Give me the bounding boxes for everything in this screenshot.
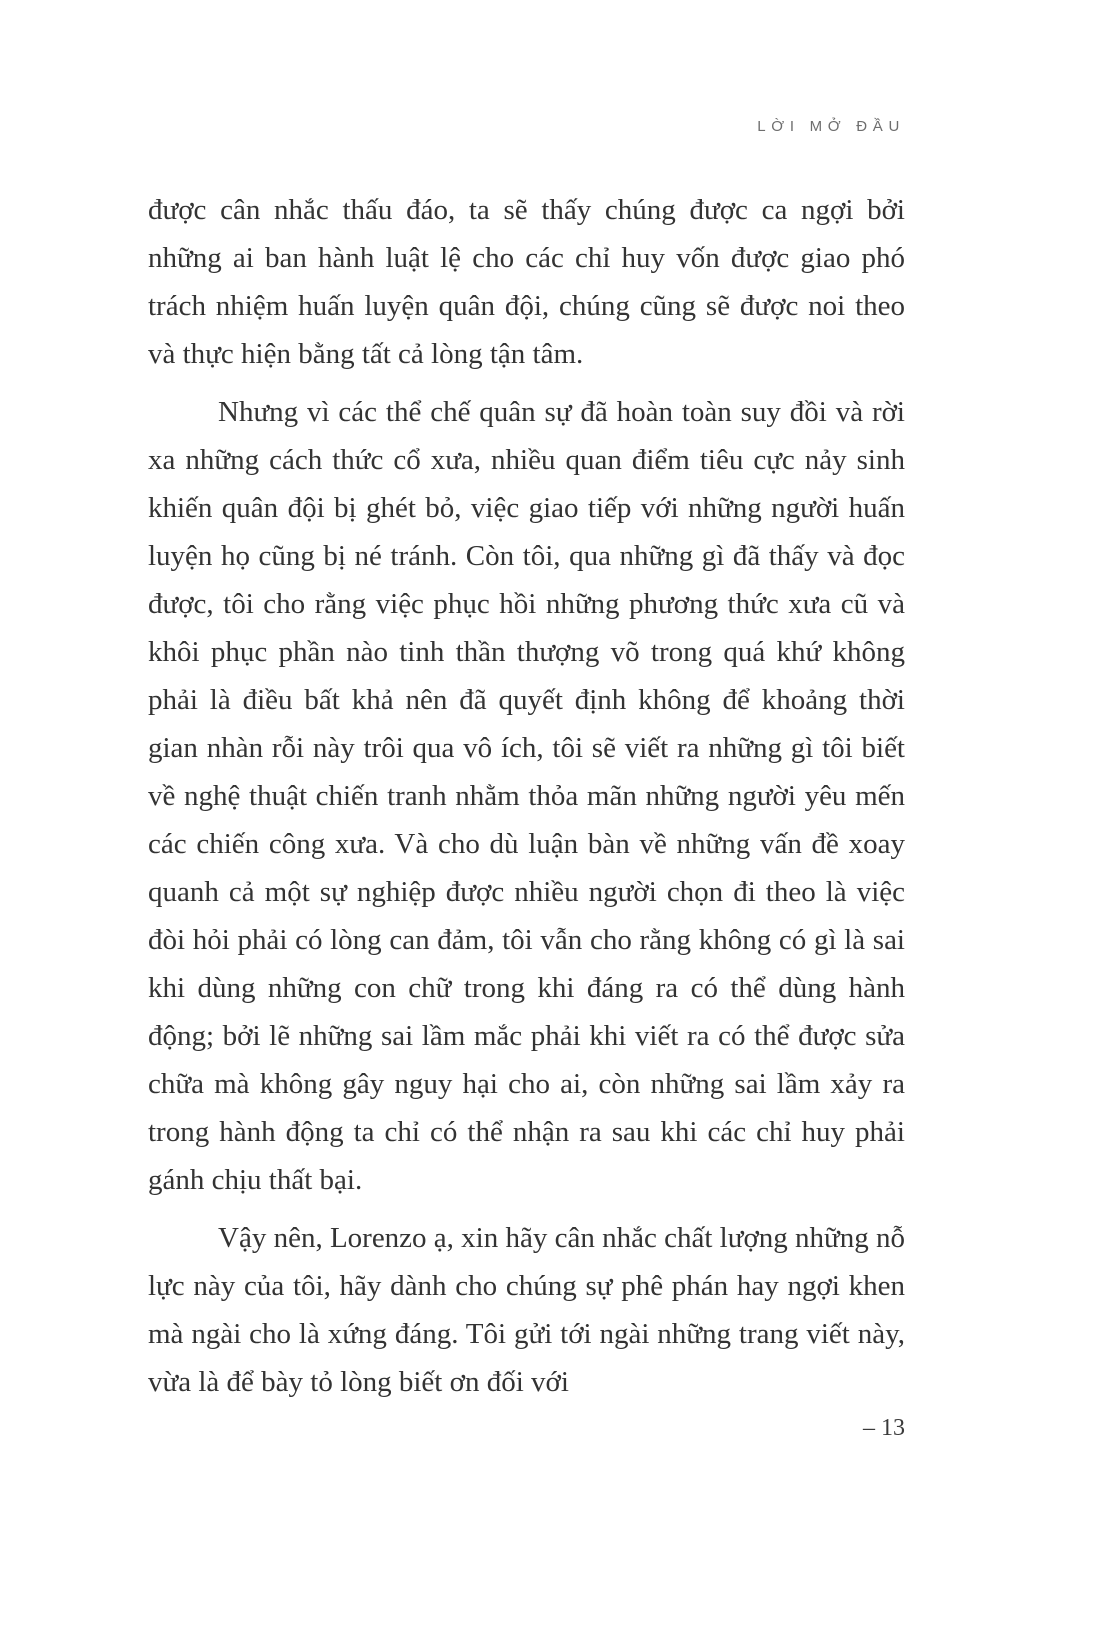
page-body xyxy=(148,186,905,1416)
paragraph-1: được cân nhắc thấu đáo, ta sẽ thấy chúng được ca ngợi bởi những ai ban hành luật lệ cho các chỉ huy vốn được giao phó trách nhiệm huấn luyện quân đội, chúng cũng sẽ được noi theo và thực hiện bằng tất cả lòng tận tâm. xyxy=(148,194,905,370)
paragraph-3: Vậy nên, Lorenzo ạ, xin hãy cân nhắc chất lượng những nỗ lực này của tôi, hãy dành cho chúng sự phê phán hay ngợi khen mà ngài cho là xứng đáng. Tôi gửi tới ngài những trang viết này, vừa là để bày tỏ lòng biết ơn đối với xyxy=(148,1222,905,1398)
paragraph-2: Nhưng vì các thể chế quân sự đã hoàn toàn suy đồi và rời xa những cách thức cổ xưa, nhiều quan điểm tiêu cực nảy sinh khiến quân đội bị ghét bỏ, việc giao tiếp với những người huấn luyện họ cũng bị né tránh. Còn tôi, qua những gì đã thấy và đọc được, tôi cho rằng việc phục hồi những phương thức xưa cũ và khôi phục phần nào tinh thần thượng võ trong quá khứ không phải là điều bất khả nên đã quyết định không để khoảng thời gian nhàn rỗi này trôi qua vô ích, tôi sẽ viết ra những gì tôi biết về nghệ thuật chiến tranh nhằm thỏa mãn những người yêu mến các chiến công xưa. Và cho dù luận bàn về những vấn đề xoay quanh cả một sự nghiệp được nhiều người chọn đi theo là việc đòi hỏi phải có lòng can đảm, tôi vẫn cho rằng không có gì là sai khi dùng những con chữ trong khi đáng ra có thể dùng hành động; bởi lẽ những sai lầm mắc phải khi viết ra có thể được sửa chữa mà không gây nguy hại cho ai, còn những sai lầm xảy ra trong hành động ta chỉ có thể nhận ra sau khi các chỉ huy phải gánh chịu thất bại. xyxy=(148,396,905,1196)
running-header: LỜI MỞ ĐẦU xyxy=(757,118,905,135)
page-number: – 13 xyxy=(863,1415,905,1441)
